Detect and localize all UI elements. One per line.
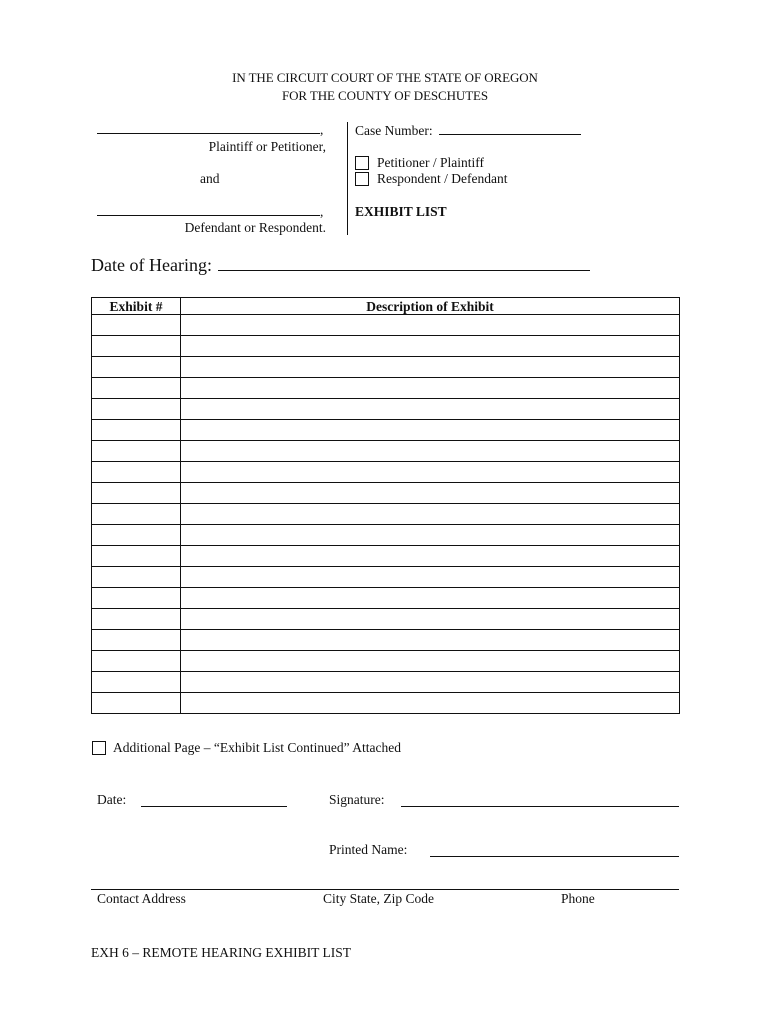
exhibit-number-cell[interactable] [92,420,181,441]
signature-label: Signature: [329,792,385,807]
exhibit-table-header [92,298,680,315]
exhibit-table [91,297,680,714]
exhibit-row [92,609,680,630]
exhibit-number-cell[interactable] [92,567,181,588]
exhibit-row [92,546,680,567]
exhibit-description-cell[interactable] [181,609,680,630]
defendant-comma: , [320,204,324,219]
exhibit-description-cell[interactable] [181,504,680,525]
exhibit-number-cell[interactable] [92,441,181,462]
exhibit-row [92,525,680,546]
printed-name-label: Printed Name: [329,842,408,857]
date-of-hearing-label: Date of Hearing: [91,255,212,275]
exhibit-description-cell[interactable] [181,651,680,672]
exhibit-description-cell[interactable] [181,462,680,483]
exhibit-description-cell[interactable] [181,315,680,336]
plaintiff-name-field[interactable] [97,121,323,138]
printed-name-field[interactable] [430,856,679,857]
description-header: Description of Exhibit [181,298,680,315]
exhibit-description-cell[interactable] [181,672,680,693]
and-label: and [200,171,220,186]
signature-date-field[interactable] [141,806,287,807]
exhibit-number-cell[interactable] [92,378,181,399]
defendant-name-field[interactable] [97,203,323,220]
case-number-row [355,122,581,139]
exhibit-row [92,672,680,693]
exhibit-row [92,315,680,336]
case-number-field[interactable] [439,122,581,135]
exhibit-number-cell[interactable] [92,630,181,651]
exhibit-number-cell[interactable] [92,462,181,483]
exhibit-description-cell[interactable] [181,693,680,714]
exhibit-number-cell[interactable] [92,336,181,357]
exhibit-row [92,483,680,504]
exhibit-description-cell[interactable] [181,441,680,462]
exhibit-number-cell[interactable] [92,357,181,378]
court-name-line2: FOR THE COUNTY OF DESCHUTES [281,88,489,103]
exhibit-number-cell[interactable] [92,399,181,420]
plaintiff-name-line[interactable] [97,121,320,134]
exhibit-description-cell[interactable] [181,399,680,420]
exhibit-table-body [92,315,680,714]
phone-label: Phone [561,891,595,906]
exhibit-number-cell[interactable] [92,588,181,609]
form-id-footer: EXH 6 – REMOTE HEARING EXHIBIT LIST [91,945,351,960]
exhibit-number-cell[interactable] [92,651,181,672]
petitioner-checkbox[interactable] [355,156,369,170]
exhibit-row [92,462,680,483]
caption-divider [347,122,348,235]
exhibit-number-cell[interactable] [92,315,181,336]
defendant-name-line[interactable] [97,203,320,216]
plaintiff-label: Plaintiff or Petitioner, [208,139,326,154]
exhibit-number-cell[interactable] [92,693,181,714]
exhibit-row [92,630,680,651]
signature-field[interactable] [401,806,679,807]
additional-page-label: Additional Page – “Exhibit List Continued” Attached [113,740,401,755]
exhibit-number-cell[interactable] [92,546,181,567]
petitioner-label: Petitioner / Plaintiff [377,155,484,170]
exhibit-row [92,441,680,462]
exhibit-row [92,399,680,420]
date-of-hearing-row [91,254,590,276]
respondent-checkbox[interactable] [355,172,369,186]
contact-address-label: Contact Address [97,891,186,906]
exhibit-row [92,567,680,588]
exhibit-row [92,588,680,609]
exhibit-row [92,336,680,357]
exhibit-description-cell[interactable] [181,630,680,651]
exhibit-number-cell[interactable] [92,483,181,504]
exhibit-description-cell[interactable] [181,588,680,609]
exhibit-row [92,420,680,441]
city-state-zip-label: City State, Zip Code [323,891,434,906]
plaintiff-comma: , [320,122,324,137]
exhibit-description-cell[interactable] [181,357,680,378]
exhibit-number-cell[interactable] [92,672,181,693]
exhibit-number-cell[interactable] [92,504,181,525]
additional-page-checkbox[interactable] [92,741,106,755]
exhibit-description-cell[interactable] [181,567,680,588]
exhibit-row [92,378,680,399]
exhibit-description-cell[interactable] [181,378,680,399]
exhibit-description-cell[interactable] [181,546,680,567]
exhibit-number-header: Exhibit # [92,298,181,315]
date-of-hearing-field[interactable] [218,254,590,271]
exhibit-description-cell[interactable] [181,336,680,357]
signature-date-label: Date: [97,792,127,807]
exhibit-number-cell[interactable] [92,525,181,546]
contact-line[interactable] [91,889,679,890]
defendant-label: Defendant or Respondent. [184,220,326,235]
exhibit-row [92,357,680,378]
exhibit-number-cell[interactable] [92,609,181,630]
exhibit-description-cell[interactable] [181,420,680,441]
exhibit-description-cell[interactable] [181,525,680,546]
exhibit-description-cell[interactable] [181,483,680,504]
court-name-line1: IN THE CIRCUIT COURT OF THE STATE OF OREGON [232,70,538,85]
exhibit-row [92,504,680,525]
exhibit-row [92,693,680,714]
respondent-label: Respondent / Defendant [377,171,508,186]
document-title: EXHIBIT LIST [355,204,447,219]
exhibit-row [92,651,680,672]
case-number-label: Case Number: [355,123,433,138]
